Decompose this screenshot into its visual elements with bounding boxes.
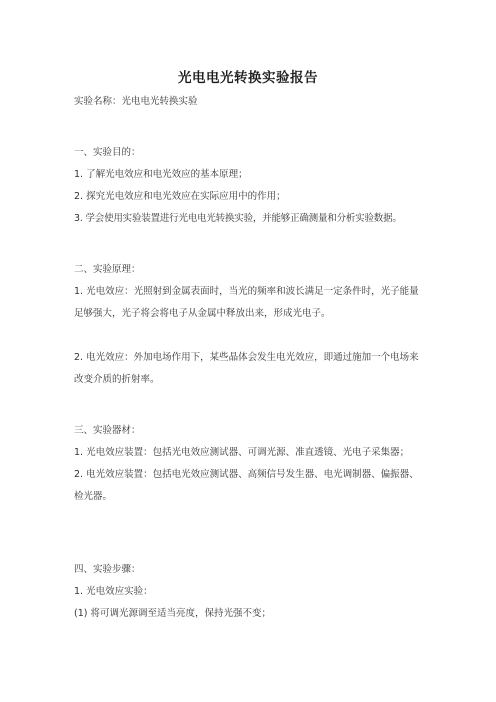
purpose-item: 2. 探究光电效应和电光效应在实际应用中的作用；: [74, 191, 286, 202]
document-title: 光电电光转换实验报告: [178, 70, 318, 86]
equipment-item: 2. 电光效应装置：包括电光效应测试器、高频信号发生器、电光调制器、偏振器、检光器。: [74, 469, 419, 502]
purpose-item: 1. 了解光电效应和电光效应的基本原理；: [74, 169, 248, 180]
equipment-item: 1. 光电效应装置：包括光电效应测试器、可调光源、准直透镜、光电子采集器；: [74, 447, 410, 458]
section-heading-purpose: 一、实验目的：: [74, 147, 141, 158]
principle-item: 1. 光电效应：光照射到金属表面时，当光的频率和波长满足一定条件时，光子能量足够强大，光子将会将电子从金属中释放出来，形成光电子。: [74, 286, 419, 319]
steps-item: 1. 光电效应实验：: [74, 586, 153, 597]
experiment-name: 实验名称：光电电光转换实验: [74, 96, 198, 107]
section-heading-steps: 四、实验步骤：: [74, 564, 141, 575]
section-heading-equipment: 三、实验器材：: [74, 425, 141, 436]
purpose-item: 3. 学会使用实验装置进行光电电光转换实验，并能够正确测量和分析实验数据。: [74, 213, 402, 224]
section-heading-principle: 二、实验原理：: [74, 264, 141, 275]
principle-item: 2. 电光效应：外加电场作用下，某些晶体会发生电光效应，即通过施加一个电场来改变介质的折射率。: [74, 352, 419, 385]
steps-item: (1) 将可调光源调至适当亮度，保持光强不变；: [74, 608, 271, 619]
